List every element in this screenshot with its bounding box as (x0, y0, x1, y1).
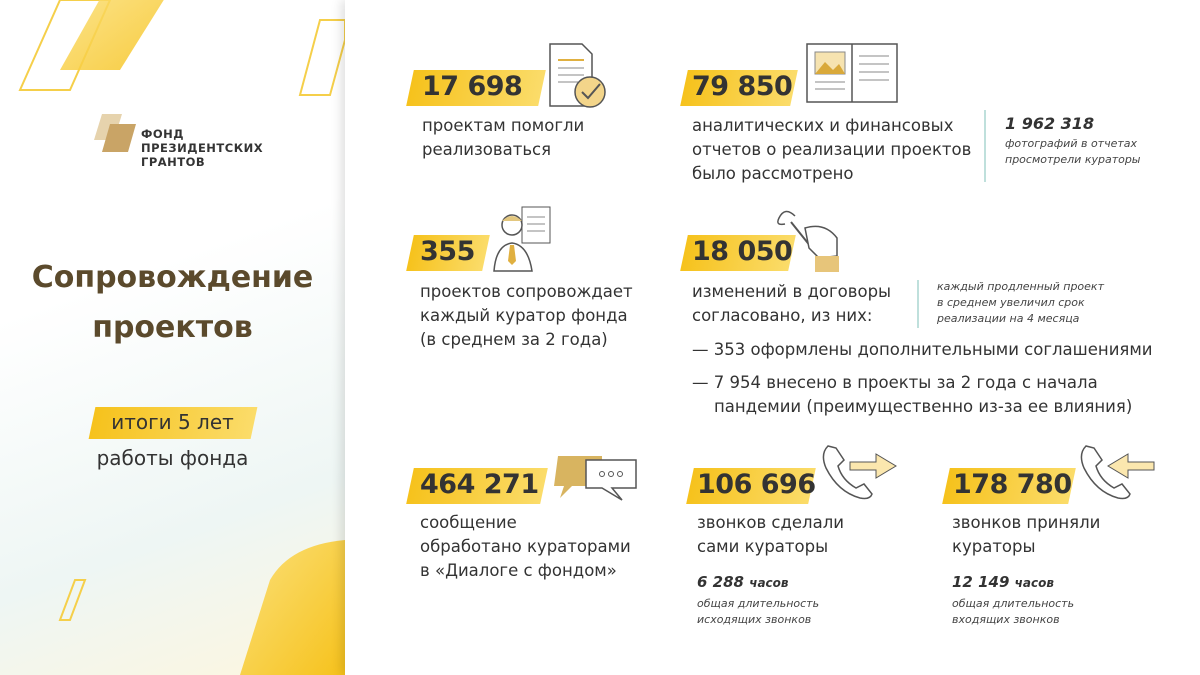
logo-line: ГРАНТОВ (141, 155, 206, 169)
curator-desc (420, 280, 633, 352)
outgoing-note (697, 596, 819, 628)
desc-line: (в среднем за 2 года) (420, 330, 608, 349)
changes-count: 18 050 (692, 236, 793, 267)
desc-line: сами кураторы (697, 537, 829, 556)
changes-bullet: — 7 954 внесено в проекты за 2 года с начала (692, 373, 1098, 392)
projects-count: 17 698 (422, 71, 523, 102)
desc-line: сообщение (420, 513, 517, 532)
incoming-desc (952, 511, 1100, 559)
note-line: фотографий в отчетах (1005, 137, 1138, 150)
incoming-count: 178 780 (953, 469, 1072, 500)
left-panel (0, 0, 345, 675)
desc-line: изменений в договоры (692, 282, 892, 301)
outgoing-count: 106 696 (697, 469, 816, 500)
logo-icon (92, 112, 140, 154)
desc-line: звонков сделали (697, 513, 844, 532)
note-line: общая длительность (952, 597, 1075, 610)
projects-desc (422, 114, 584, 162)
reports-count: 79 850 (692, 71, 793, 102)
desc-line: было рассмотрено (692, 164, 854, 183)
reports-desc (692, 114, 971, 186)
subtitle-highlight-text: итоги 5 лет (111, 410, 234, 434)
desc-line: реализоваться (422, 140, 552, 159)
changes-desc (692, 280, 891, 328)
desc-line: аналитических и финансовых (692, 116, 954, 135)
changes-bullet: — 353 оформлены дополнительными соглашениями (692, 340, 1153, 359)
note-line: входящих звонков (952, 613, 1060, 626)
logo-line: ФОНД (141, 127, 185, 141)
hours-value: 6 288 (697, 573, 744, 591)
incoming-hours (952, 573, 1054, 591)
desc-line: отчетов о реализации проектов (692, 140, 972, 159)
open-report-icon (805, 42, 899, 104)
messages-desc (420, 511, 631, 583)
subtitle-text: работы фонда (96, 446, 249, 470)
logo-text (141, 127, 263, 169)
desc-line: обработано кураторами (420, 537, 631, 556)
note-line: исходящих звонков (697, 613, 812, 626)
note-line: просмотрели кураторы (1005, 153, 1141, 166)
title-line: Сопровождение (31, 260, 314, 295)
title-line: проектов (92, 310, 253, 345)
hours-unit: часов (749, 576, 789, 590)
note-line: в среднем увеличил срок (937, 296, 1085, 309)
desc-line: согласовано, из них: (692, 306, 873, 325)
outgoing-hours (697, 573, 789, 591)
messages-count: 464 271 (420, 469, 539, 500)
page-title (0, 253, 345, 353)
note-line: каждый продленный проект (937, 280, 1104, 293)
logo-line: ПРЕЗИДЕНТСКИХ (141, 141, 264, 155)
photos-count: 1 962 318 (1005, 114, 1095, 133)
note-line: общая длительность (697, 597, 820, 610)
extension-note (937, 279, 1104, 327)
note-line: реализации на 4 месяца (937, 312, 1080, 325)
document-check-icon (548, 42, 610, 110)
desc-line: кураторы (952, 537, 1036, 556)
desc-line: каждый куратор фонда (420, 306, 628, 325)
outgoing-desc (697, 511, 844, 559)
photos-desc (1005, 136, 1141, 168)
changes-bullet-cont: пандемии (преимущественно из-за ее влияния) (714, 397, 1133, 416)
desc-line: звонков приняли (952, 513, 1101, 532)
desc-line: проектов сопровождает (420, 282, 633, 301)
incoming-call-icon (1078, 440, 1158, 502)
incoming-note (952, 596, 1074, 628)
hours-unit: часов (1014, 576, 1054, 590)
desc-line: проектам помогли (422, 116, 585, 135)
hours-value: 12 149 (952, 573, 1010, 591)
signing-hand-icon (775, 208, 843, 274)
outgoing-call-icon (820, 440, 900, 502)
divider (984, 110, 986, 182)
desc-line: в «Диалоге с фондом» (420, 561, 617, 580)
curator-count: 355 (420, 236, 475, 267)
chat-bubbles-icon (550, 452, 640, 506)
curator-icon (492, 205, 554, 273)
divider (917, 280, 919, 328)
